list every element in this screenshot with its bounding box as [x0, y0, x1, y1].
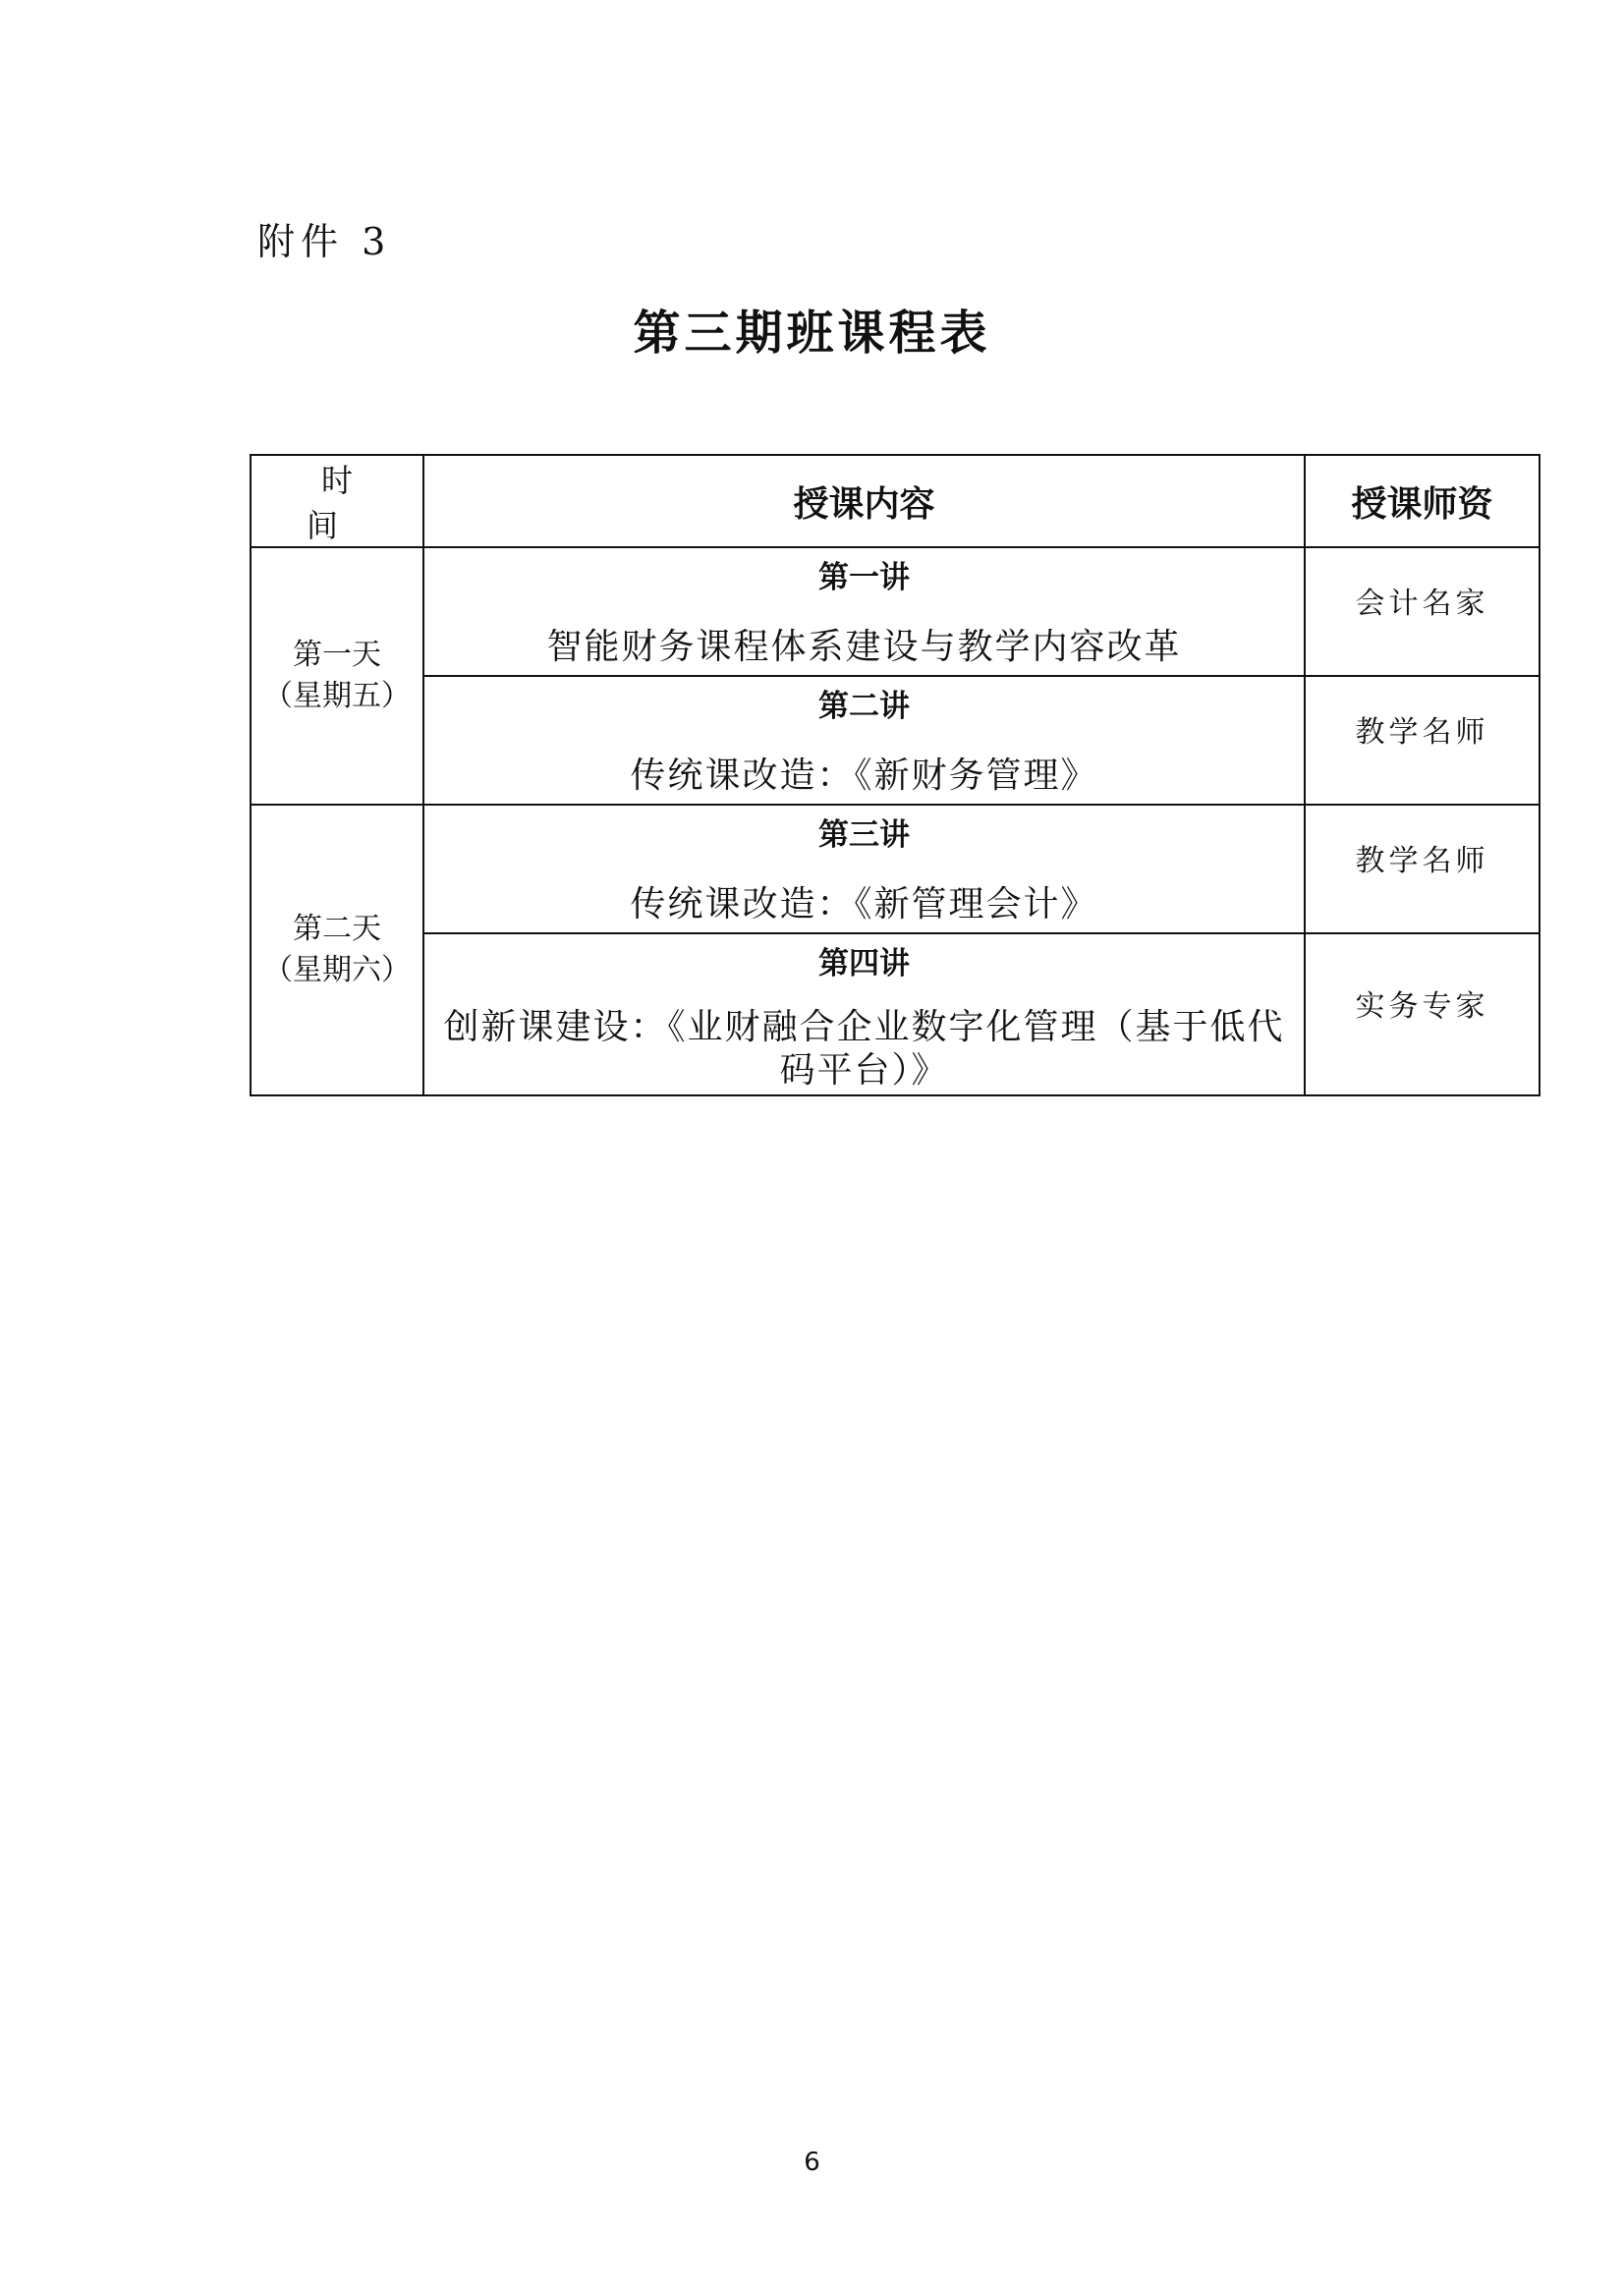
session-content-cell	[423, 933, 1305, 1095]
teacher-cell	[1305, 805, 1540, 933]
teacher-label: 实务专家	[1355, 988, 1489, 1024]
weekday-label: （星期六）	[263, 953, 411, 987]
session-content-cell	[423, 547, 1305, 676]
page-title: 第三期班课程表	[633, 306, 991, 361]
lecture-topic: 创新课建设：《业财融合企业数字化管理（基于低代码平台）》	[443, 1007, 1285, 1091]
day-cell-2	[251, 805, 423, 1095]
lecture-number: 第三讲	[818, 817, 910, 853]
header-time: 时 间	[251, 455, 423, 547]
weekday-label: （星期五）	[263, 679, 411, 713]
session-content-cell	[423, 676, 1305, 805]
lecture-number: 第二讲	[818, 689, 910, 724]
teacher-label: 会计名家	[1355, 586, 1489, 621]
lecture-number: 第一讲	[818, 560, 910, 595]
lecture-topic: 传统课改造：《新财务管理》	[630, 756, 1098, 796]
lecture-topic: 传统课改造：《新管理会计》	[630, 884, 1098, 924]
teacher-label: 教学名师	[1355, 714, 1489, 750]
teacher-cell	[1305, 676, 1540, 805]
table-row	[251, 676, 1540, 805]
table-row	[251, 805, 1540, 933]
table-header-row	[251, 455, 1540, 547]
table-row	[251, 933, 1540, 1095]
header-content: 授课内容	[423, 455, 1305, 547]
lecture-number: 第四讲	[818, 946, 910, 981]
table-row	[251, 547, 1540, 676]
lecture-topic: 智能财务课程体系建设与教学内容改革	[546, 627, 1182, 667]
header-teacher: 授课师资	[1305, 455, 1540, 547]
session-content-cell	[423, 805, 1305, 933]
day-label: 第二天	[293, 912, 381, 946]
day-label: 第一天	[293, 638, 381, 672]
teacher-label: 教学名师	[1355, 843, 1489, 878]
teacher-cell	[1305, 547, 1540, 676]
page-number: 6	[804, 2148, 820, 2177]
course-schedule-table	[250, 454, 1540, 1096]
attachment-label: 附件 3	[257, 220, 392, 263]
day-cell-1	[251, 547, 423, 805]
teacher-cell	[1305, 933, 1540, 1095]
